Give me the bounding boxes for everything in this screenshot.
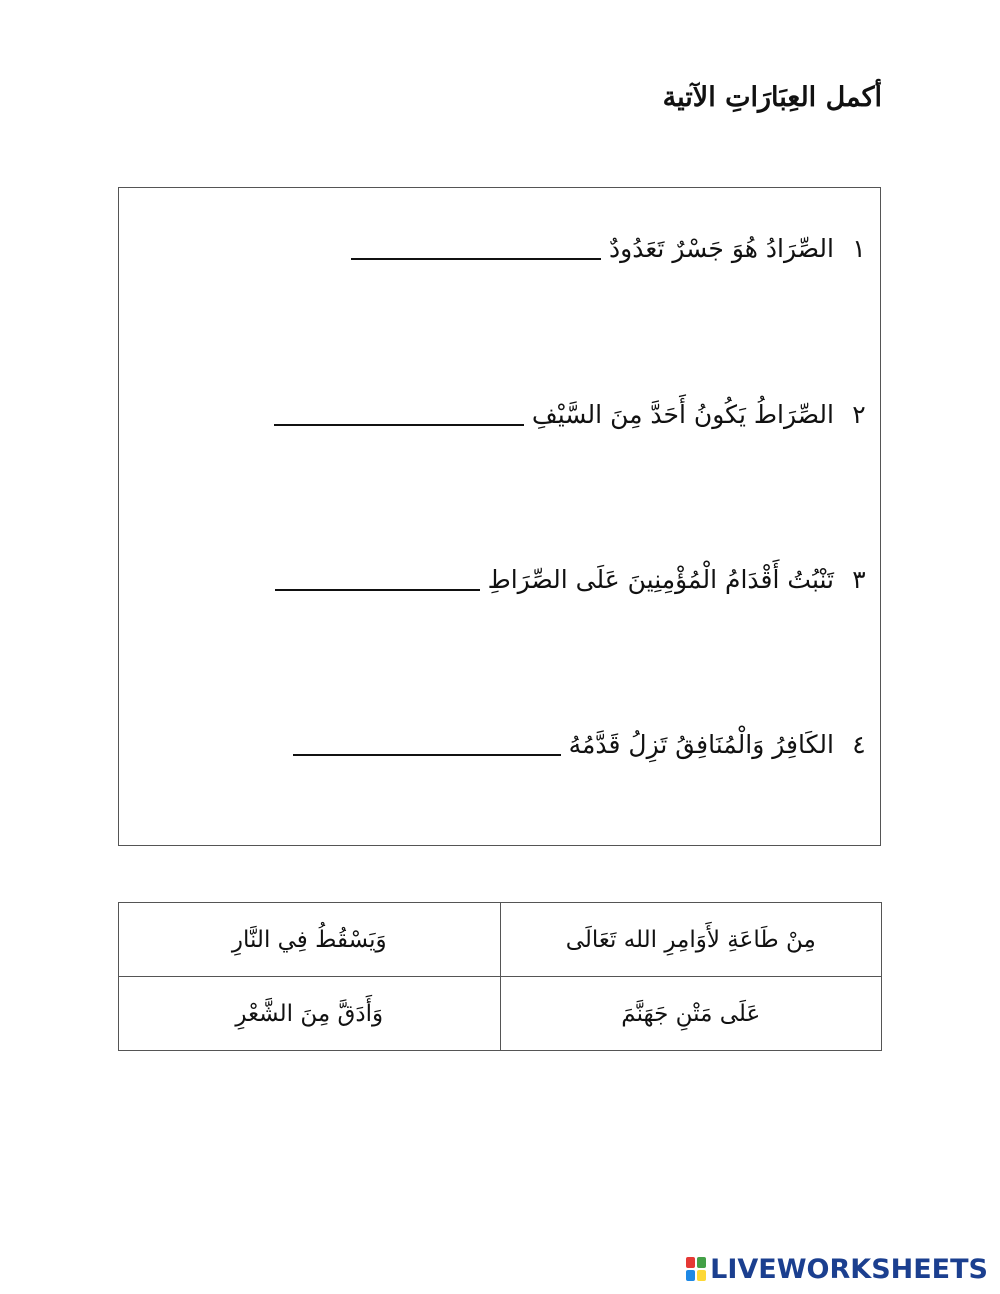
worksheet-title: أكمل العِبَارَاتِ الآتية <box>662 82 882 113</box>
logo-block-green <box>697 1257 706 1268</box>
answer-choices-table <box>118 902 882 1051</box>
question-1 <box>351 234 870 263</box>
question-3 <box>275 565 870 594</box>
question-text: تَنْبُتُ أَقْدَامُ الْمُؤْمِنِينَ عَلَى الصِّرَاطِ <box>487 565 834 594</box>
liveworksheets-logo-icon <box>686 1257 706 1281</box>
logo-block-red <box>686 1257 695 1268</box>
liveworksheets-brand <box>686 1254 988 1284</box>
logo-block-blue <box>686 1270 695 1281</box>
answer-blank-4[interactable] <box>293 754 561 756</box>
question-text: الصِّرَادُ هُوَ جَسْرٌ تَعَدُودٌ <box>609 234 834 263</box>
questions-box <box>118 187 881 846</box>
answer-choice: وَأَدَقَّ مِنَ الشَّعْرِ <box>119 977 501 1051</box>
answer-blank-1[interactable] <box>351 258 601 260</box>
answer-choice: عَلَى مَتْنِ جَهَنَّمَ <box>500 977 882 1051</box>
question-number: ٣ <box>852 565 866 594</box>
logo-block-yellow <box>697 1270 706 1281</box>
question-number: ٤ <box>852 730 866 759</box>
question-number: ١ <box>852 234 866 263</box>
answer-blank-3[interactable] <box>275 589 480 591</box>
question-2 <box>274 400 870 429</box>
question-text: الصِّرَاطُ يَكُونُ أَحَدَّ مِنَ السَّيْفِ <box>531 400 834 429</box>
answer-blank-2[interactable] <box>274 424 524 426</box>
question-text: الكَافِرُ وَالْمُنَافِقُ تَزِلُ قَدَّمُهُ <box>568 730 834 759</box>
question-4 <box>293 730 870 759</box>
table-row <box>119 903 882 977</box>
answer-choice: وَيَسْقُطُ فِي النَّارِ <box>119 903 501 977</box>
question-number: ٢ <box>852 400 866 429</box>
brand-text: LIVEWORKSHEETS <box>710 1253 988 1285</box>
table-row <box>119 977 882 1051</box>
answer-choice: مِنْ طَاعَةِ لأَوَامِرِ الله تَعَالَى <box>500 903 882 977</box>
